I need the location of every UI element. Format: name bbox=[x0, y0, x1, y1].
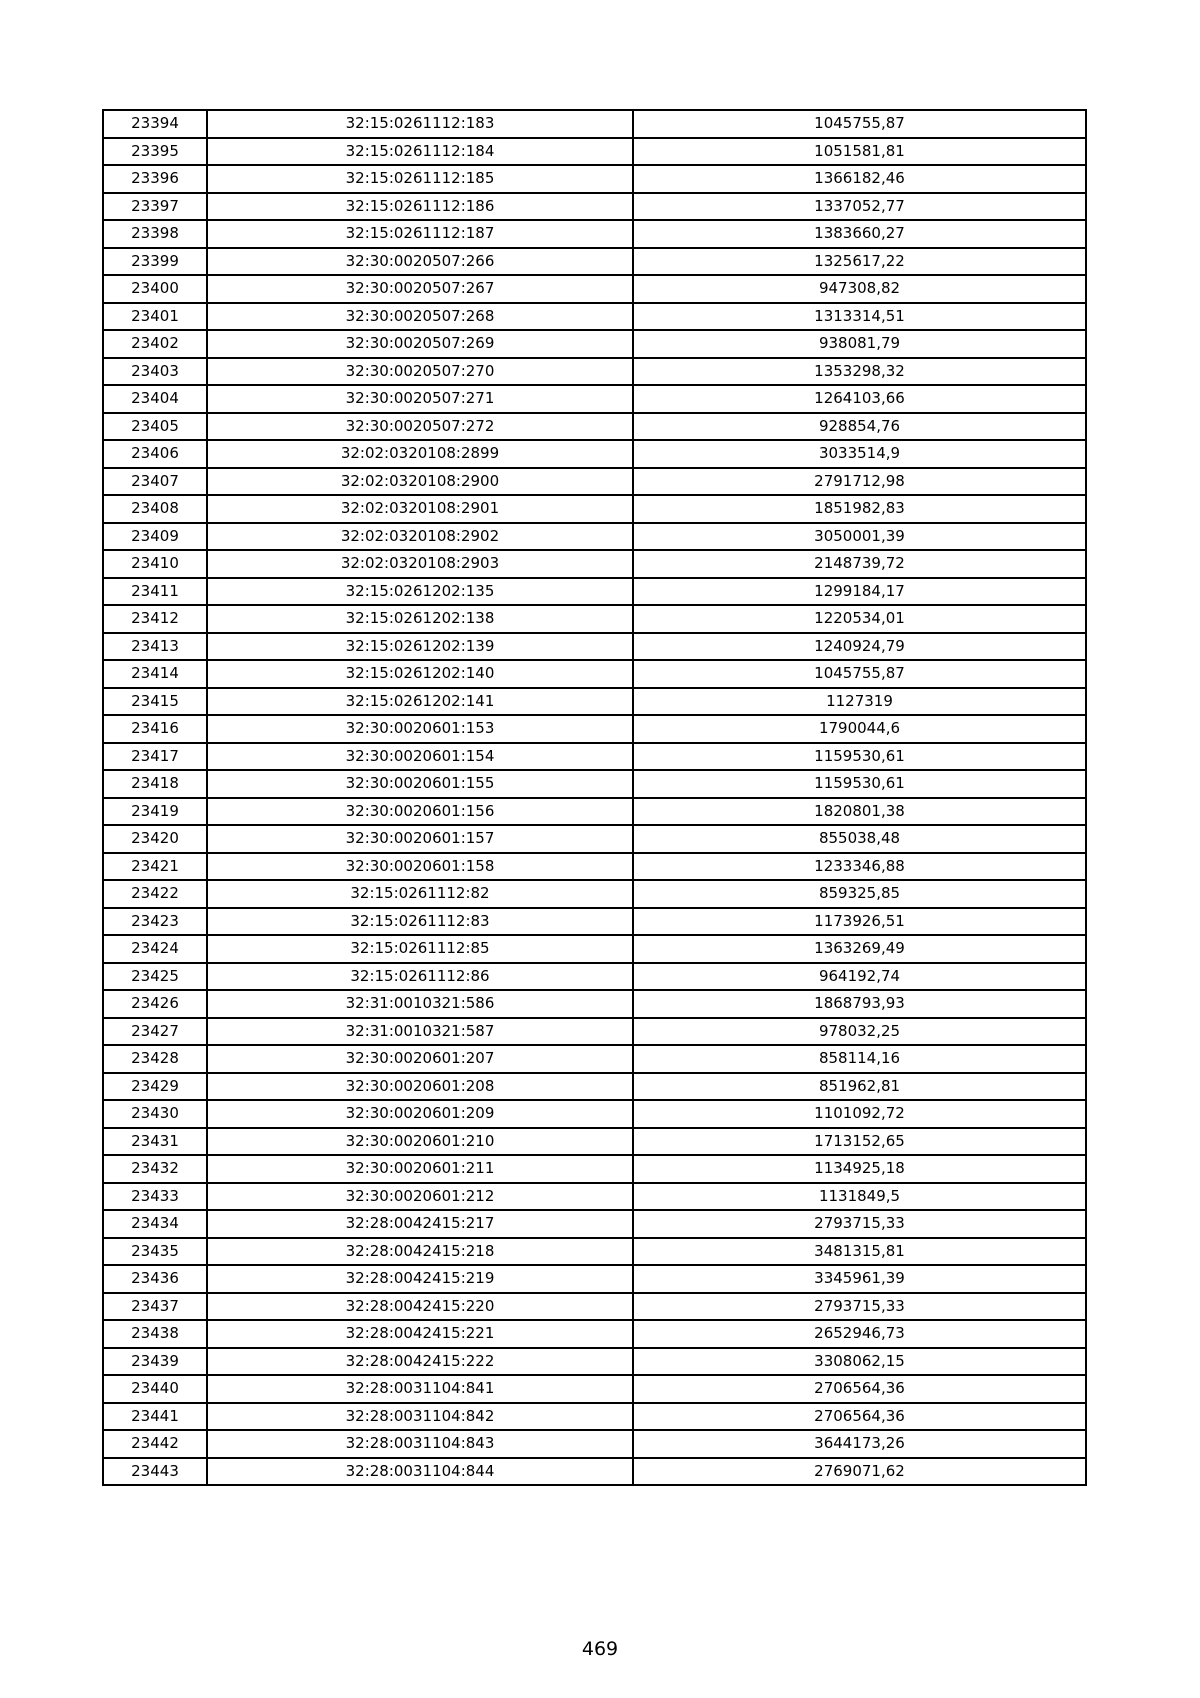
value-cell: 3644173,26 bbox=[633, 1430, 1086, 1458]
table-row bbox=[103, 248, 1086, 276]
row-number-cell: 23396 bbox=[103, 165, 207, 193]
value-cell: 964192,74 bbox=[633, 963, 1086, 991]
table-row bbox=[103, 1320, 1086, 1348]
row-number-cell: 23435 bbox=[103, 1238, 207, 1266]
row-number-cell: 23394 bbox=[103, 110, 207, 138]
row-number-cell: 23424 bbox=[103, 935, 207, 963]
value-cell: 855038,48 bbox=[633, 825, 1086, 853]
table-row bbox=[103, 468, 1086, 496]
cadastral-number-cell: 32:30:0020507:267 bbox=[207, 275, 633, 303]
cadastral-number-cell: 32:15:0261202:140 bbox=[207, 660, 633, 688]
table-row bbox=[103, 1183, 1086, 1211]
cadastral-number-cell: 32:30:0020601:212 bbox=[207, 1183, 633, 1211]
row-number-cell: 23417 bbox=[103, 743, 207, 771]
table-row bbox=[103, 193, 1086, 221]
cadastral-number-cell: 32:30:0020601:209 bbox=[207, 1100, 633, 1128]
cadastral-number-cell: 32:30:0020601:154 bbox=[207, 743, 633, 771]
value-cell: 1790044,6 bbox=[633, 715, 1086, 743]
value-cell: 1366182,46 bbox=[633, 165, 1086, 193]
table-row bbox=[103, 578, 1086, 606]
row-number-cell: 23439 bbox=[103, 1348, 207, 1376]
cadastral-number-cell: 32:15:0261112:82 bbox=[207, 880, 633, 908]
table-row bbox=[103, 1375, 1086, 1403]
row-number-cell: 23423 bbox=[103, 908, 207, 936]
row-number-cell: 23421 bbox=[103, 853, 207, 881]
table-row bbox=[103, 1293, 1086, 1321]
cadastral-number-cell: 32:30:0020507:268 bbox=[207, 303, 633, 331]
row-number-cell: 23397 bbox=[103, 193, 207, 221]
row-number-cell: 23415 bbox=[103, 688, 207, 716]
table-row bbox=[103, 908, 1086, 936]
row-number-cell: 23437 bbox=[103, 1293, 207, 1321]
cadastral-number-cell: 32:28:0031104:841 bbox=[207, 1375, 633, 1403]
cadastral-number-cell: 32:15:0261202:139 bbox=[207, 633, 633, 661]
row-number-cell: 23413 bbox=[103, 633, 207, 661]
cadastral-number-cell: 32:28:0042415:221 bbox=[207, 1320, 633, 1348]
row-number-cell: 23419 bbox=[103, 798, 207, 826]
row-number-cell: 23409 bbox=[103, 523, 207, 551]
cadastral-number-cell: 32:30:0020601:155 bbox=[207, 770, 633, 798]
value-cell: 947308,82 bbox=[633, 275, 1086, 303]
table-row bbox=[103, 1265, 1086, 1293]
row-number-cell: 23434 bbox=[103, 1210, 207, 1238]
table-row bbox=[103, 1100, 1086, 1128]
table-row bbox=[103, 523, 1086, 551]
row-number-cell: 23430 bbox=[103, 1100, 207, 1128]
value-cell: 1363269,49 bbox=[633, 935, 1086, 963]
row-number-cell: 23429 bbox=[103, 1073, 207, 1101]
value-cell: 1820801,38 bbox=[633, 798, 1086, 826]
table-row bbox=[103, 853, 1086, 881]
row-number-cell: 23408 bbox=[103, 495, 207, 523]
table-row bbox=[103, 1348, 1086, 1376]
cadastral-number-cell: 32:30:0020507:270 bbox=[207, 358, 633, 386]
table-row bbox=[103, 1458, 1086, 1486]
value-cell: 1220534,01 bbox=[633, 605, 1086, 633]
row-number-cell: 23420 bbox=[103, 825, 207, 853]
value-cell: 1337052,77 bbox=[633, 193, 1086, 221]
value-cell: 2652946,73 bbox=[633, 1320, 1086, 1348]
cadastral-number-cell: 32:31:0010321:586 bbox=[207, 990, 633, 1018]
table-row bbox=[103, 743, 1086, 771]
row-number-cell: 23422 bbox=[103, 880, 207, 908]
cadastral-number-cell: 32:15:0261112:185 bbox=[207, 165, 633, 193]
table-row bbox=[103, 1238, 1086, 1266]
value-cell: 859325,85 bbox=[633, 880, 1086, 908]
row-number-cell: 23441 bbox=[103, 1403, 207, 1431]
row-number-cell: 23425 bbox=[103, 963, 207, 991]
value-cell: 3481315,81 bbox=[633, 1238, 1086, 1266]
table-row bbox=[103, 1430, 1086, 1458]
table-row bbox=[103, 440, 1086, 468]
row-number-cell: 23401 bbox=[103, 303, 207, 331]
cadastral-number-cell: 32:15:0261202:141 bbox=[207, 688, 633, 716]
row-number-cell: 23428 bbox=[103, 1045, 207, 1073]
table-row bbox=[103, 660, 1086, 688]
value-cell: 2769071,62 bbox=[633, 1458, 1086, 1486]
cadastral-number-cell: 32:30:0020507:271 bbox=[207, 385, 633, 413]
table-row bbox=[103, 605, 1086, 633]
row-number-cell: 23414 bbox=[103, 660, 207, 688]
row-number-cell: 23443 bbox=[103, 1458, 207, 1486]
cadastral-number-cell: 32:15:0261112:184 bbox=[207, 138, 633, 166]
row-number-cell: 23440 bbox=[103, 1375, 207, 1403]
cadastral-number-cell: 32:28:0042415:217 bbox=[207, 1210, 633, 1238]
value-cell: 928854,76 bbox=[633, 413, 1086, 441]
value-cell: 1051581,81 bbox=[633, 138, 1086, 166]
table-row bbox=[103, 275, 1086, 303]
row-number-cell: 23411 bbox=[103, 578, 207, 606]
value-cell: 1868793,93 bbox=[633, 990, 1086, 1018]
table-row bbox=[103, 495, 1086, 523]
row-number-cell: 23399 bbox=[103, 248, 207, 276]
cadastral-number-cell: 32:28:0031104:843 bbox=[207, 1430, 633, 1458]
value-cell: 2148739,72 bbox=[633, 550, 1086, 578]
table-row bbox=[103, 880, 1086, 908]
cadastral-number-cell: 32:15:0261202:135 bbox=[207, 578, 633, 606]
value-cell: 1101092,72 bbox=[633, 1100, 1086, 1128]
table-row bbox=[103, 825, 1086, 853]
table-row bbox=[103, 935, 1086, 963]
value-cell: 2793715,33 bbox=[633, 1293, 1086, 1321]
table-row bbox=[103, 1045, 1086, 1073]
cadastral-number-cell: 32:30:0020601:207 bbox=[207, 1045, 633, 1073]
cadastral-number-cell: 32:31:0010321:587 bbox=[207, 1018, 633, 1046]
row-number-cell: 23431 bbox=[103, 1128, 207, 1156]
table-row bbox=[103, 358, 1086, 386]
row-number-cell: 23436 bbox=[103, 1265, 207, 1293]
table-row bbox=[103, 1403, 1086, 1431]
row-number-cell: 23412 bbox=[103, 605, 207, 633]
value-cell: 1127319 bbox=[633, 688, 1086, 716]
cadastral-number-cell: 32:30:0020601:208 bbox=[207, 1073, 633, 1101]
cadastral-number-cell: 32:15:0261112:85 bbox=[207, 935, 633, 963]
cadastral-number-cell: 32:30:0020601:211 bbox=[207, 1155, 633, 1183]
table-row bbox=[103, 165, 1086, 193]
value-cell: 2793715,33 bbox=[633, 1210, 1086, 1238]
cadastral-number-cell: 32:15:0261112:183 bbox=[207, 110, 633, 138]
cadastral-number-cell: 32:15:0261112:83 bbox=[207, 908, 633, 936]
cadastral-number-cell: 32:30:0020507:269 bbox=[207, 330, 633, 358]
table-row bbox=[103, 990, 1086, 1018]
cadastral-number-cell: 32:30:0020601:158 bbox=[207, 853, 633, 881]
row-number-cell: 23405 bbox=[103, 413, 207, 441]
cadastral-number-cell: 32:28:0031104:842 bbox=[207, 1403, 633, 1431]
cadastral-number-cell: 32:30:0020601:210 bbox=[207, 1128, 633, 1156]
value-cell: 1383660,27 bbox=[633, 220, 1086, 248]
table-row bbox=[103, 1073, 1086, 1101]
row-number-cell: 23403 bbox=[103, 358, 207, 386]
table-row bbox=[103, 220, 1086, 248]
value-cell: 3033514,9 bbox=[633, 440, 1086, 468]
table-row bbox=[103, 633, 1086, 661]
cadastral-number-cell: 32:28:0031104:844 bbox=[207, 1458, 633, 1486]
cadastral-number-cell: 32:02:0320108:2899 bbox=[207, 440, 633, 468]
cadastral-number-cell: 32:28:0042415:218 bbox=[207, 1238, 633, 1266]
cadastral-number-cell: 32:02:0320108:2900 bbox=[207, 468, 633, 496]
value-cell: 1045755,87 bbox=[633, 660, 1086, 688]
table-row bbox=[103, 798, 1086, 826]
cadastral-number-cell: 32:02:0320108:2903 bbox=[207, 550, 633, 578]
row-number-cell: 23438 bbox=[103, 1320, 207, 1348]
table-row bbox=[103, 413, 1086, 441]
cadastral-number-cell: 32:02:0320108:2902 bbox=[207, 523, 633, 551]
value-cell: 3345961,39 bbox=[633, 1265, 1086, 1293]
value-cell: 1159530,61 bbox=[633, 770, 1086, 798]
cadastral-number-cell: 32:30:0020601:157 bbox=[207, 825, 633, 853]
table-row bbox=[103, 1128, 1086, 1156]
cadastral-number-cell: 32:28:0042415:220 bbox=[207, 1293, 633, 1321]
value-cell: 1233346,88 bbox=[633, 853, 1086, 881]
table-row bbox=[103, 688, 1086, 716]
table-row bbox=[103, 963, 1086, 991]
cadastral-number-cell: 32:28:0042415:219 bbox=[207, 1265, 633, 1293]
value-cell: 2706564,36 bbox=[633, 1403, 1086, 1431]
cadastral-number-cell: 32:30:0020601:156 bbox=[207, 798, 633, 826]
value-cell: 1851982,83 bbox=[633, 495, 1086, 523]
table-row bbox=[103, 715, 1086, 743]
cadastral-number-cell: 32:30:0020507:266 bbox=[207, 248, 633, 276]
page-number: 469 bbox=[581, 1638, 619, 1660]
value-cell: 858114,16 bbox=[633, 1045, 1086, 1073]
cadastral-number-cell: 32:15:0261112:186 bbox=[207, 193, 633, 221]
table-row bbox=[103, 1155, 1086, 1183]
row-number-cell: 23398 bbox=[103, 220, 207, 248]
value-cell: 978032,25 bbox=[633, 1018, 1086, 1046]
value-cell: 2791712,98 bbox=[633, 468, 1086, 496]
value-cell: 3308062,15 bbox=[633, 1348, 1086, 1376]
table-row bbox=[103, 110, 1086, 138]
row-number-cell: 23418 bbox=[103, 770, 207, 798]
value-cell: 1353298,32 bbox=[633, 358, 1086, 386]
row-number-cell: 23416 bbox=[103, 715, 207, 743]
cadastral-number-cell: 32:02:0320108:2901 bbox=[207, 495, 633, 523]
row-number-cell: 23433 bbox=[103, 1183, 207, 1211]
value-cell: 851962,81 bbox=[633, 1073, 1086, 1101]
row-number-cell: 23407 bbox=[103, 468, 207, 496]
row-number-cell: 23402 bbox=[103, 330, 207, 358]
table-row bbox=[103, 330, 1086, 358]
value-cell: 1240924,79 bbox=[633, 633, 1086, 661]
row-number-cell: 23426 bbox=[103, 990, 207, 1018]
table-row bbox=[103, 303, 1086, 331]
table-row bbox=[103, 770, 1086, 798]
row-number-cell: 23442 bbox=[103, 1430, 207, 1458]
table-row bbox=[103, 385, 1086, 413]
value-cell: 1325617,22 bbox=[633, 248, 1086, 276]
value-cell: 2706564,36 bbox=[633, 1375, 1086, 1403]
cadastral-number-cell: 32:15:0261112:187 bbox=[207, 220, 633, 248]
value-cell: 1045755,87 bbox=[633, 110, 1086, 138]
cadastral-number-cell: 32:30:0020507:272 bbox=[207, 413, 633, 441]
table-body bbox=[103, 110, 1086, 1485]
value-cell: 1131849,5 bbox=[633, 1183, 1086, 1211]
value-cell: 1173926,51 bbox=[633, 908, 1086, 936]
cadastral-number-cell: 32:30:0020601:153 bbox=[207, 715, 633, 743]
cadastral-number-cell: 32:15:0261112:86 bbox=[207, 963, 633, 991]
value-cell: 1264103,66 bbox=[633, 385, 1086, 413]
value-cell: 1313314,51 bbox=[633, 303, 1086, 331]
cadastral-number-cell: 32:15:0261202:138 bbox=[207, 605, 633, 633]
row-number-cell: 23410 bbox=[103, 550, 207, 578]
row-number-cell: 23432 bbox=[103, 1155, 207, 1183]
cadastral-number-cell: 32:28:0042415:222 bbox=[207, 1348, 633, 1376]
value-cell: 1299184,17 bbox=[633, 578, 1086, 606]
table-row bbox=[103, 1210, 1086, 1238]
row-number-cell: 23400 bbox=[103, 275, 207, 303]
value-cell: 938081,79 bbox=[633, 330, 1086, 358]
value-cell: 1713152,65 bbox=[633, 1128, 1086, 1156]
row-number-cell: 23404 bbox=[103, 385, 207, 413]
row-number-cell: 23395 bbox=[103, 138, 207, 166]
row-number-cell: 23427 bbox=[103, 1018, 207, 1046]
table-row bbox=[103, 550, 1086, 578]
table-row bbox=[103, 138, 1086, 166]
value-cell: 1134925,18 bbox=[633, 1155, 1086, 1183]
data-table bbox=[102, 109, 1087, 1486]
row-number-cell: 23406 bbox=[103, 440, 207, 468]
value-cell: 1159530,61 bbox=[633, 743, 1086, 771]
value-cell: 3050001,39 bbox=[633, 523, 1086, 551]
table-row bbox=[103, 1018, 1086, 1046]
